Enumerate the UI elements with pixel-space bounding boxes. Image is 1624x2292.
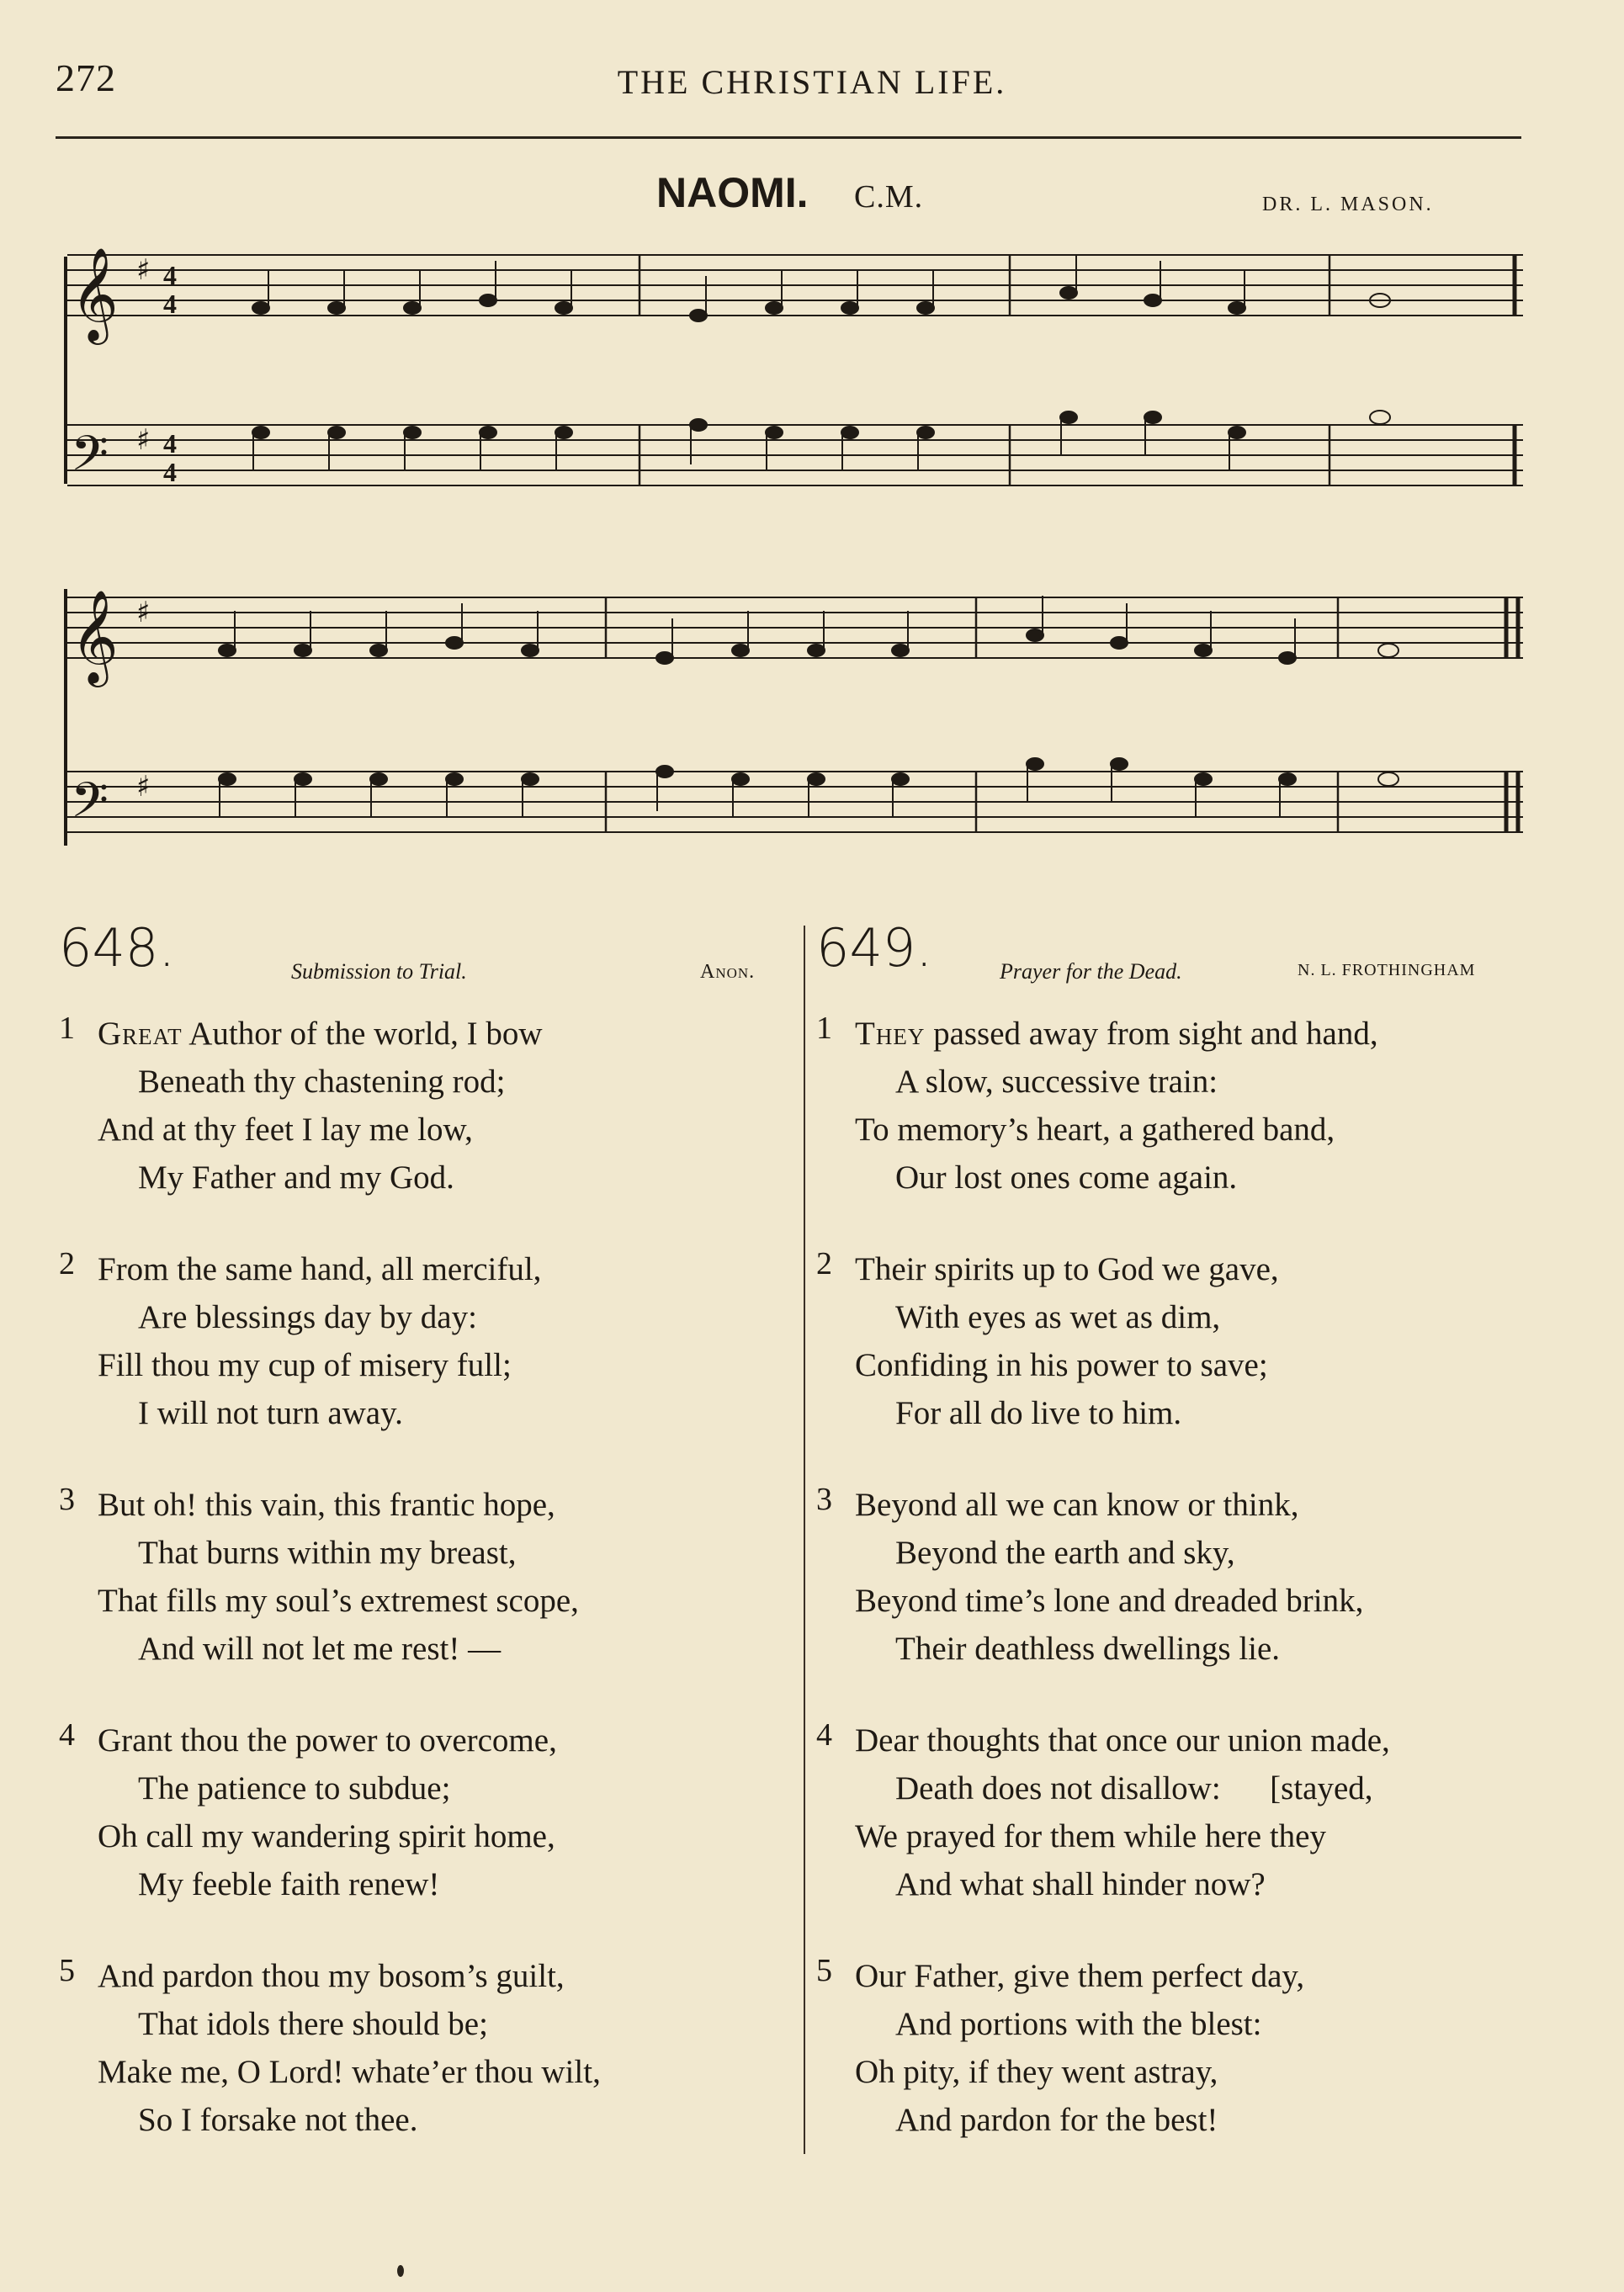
time-signature-top: 4 <box>163 260 177 290</box>
bass-clef-1: 𝄢 <box>71 425 109 494</box>
treble-staff-2 <box>67 597 1523 658</box>
verse-line: That idols there should be; <box>138 2006 488 2042</box>
treble-staff-1 <box>67 255 1523 316</box>
hymn-subject: Prayer for the Dead. <box>1000 959 1182 984</box>
verse-line: Confiding in his power to save; <box>855 1347 1268 1383</box>
verse-line-rest: passed away from sight and hand, <box>925 1016 1378 1052</box>
tune-name: NAOMI. <box>656 169 809 216</box>
stanza-number: 4 <box>816 1717 832 1753</box>
verse-line: And at thy feet I lay me low, <box>98 1112 473 1148</box>
running-title: THE CHRISTIAN LIFE. <box>617 63 1007 101</box>
page-speck <box>397 2265 404 2277</box>
stanza-number: 3 <box>59 1482 75 1517</box>
column-divider <box>804 926 805 2154</box>
verse-line: And pardon for the best! <box>895 2102 1218 2138</box>
time-signature-bottom-bass: 4 <box>163 457 177 487</box>
tune-composer: DR. L. MASON. <box>1262 194 1434 215</box>
bass-staff-2 <box>67 772 1523 832</box>
verse-line: Beneath thy chastening rod; <box>138 1064 506 1100</box>
score-system-2 <box>66 589 1523 846</box>
verse-line: Make me, O Lord! whate’er thou wilt, <box>98 2054 601 2090</box>
stanza <box>59 1481 774 1673</box>
score-system-1 <box>66 247 1523 494</box>
stanza-number: 3 <box>816 1482 832 1517</box>
verse-line: Our Father, give them perfect day, <box>855 1958 1305 1994</box>
sharp-2: ♯ <box>136 423 151 457</box>
verse-line: And what shall hinder now? <box>895 1866 1266 1902</box>
sharp-4: ♯ <box>136 770 151 804</box>
verse-line: And portions with the blest: <box>895 2006 1262 2042</box>
verse-line: Fill thou my cup of misery full; <box>98 1347 512 1383</box>
stanza <box>816 1716 1557 1908</box>
stanza <box>816 1245 1557 1437</box>
stanza-number: 2 <box>816 1246 832 1281</box>
verse-line <box>59 1010 774 1058</box>
verse-line: Beyond the earth and sky, <box>895 1535 1235 1571</box>
verse-line: My Father and my God. <box>138 1159 454 1196</box>
treble-notes-2 <box>219 596 1398 664</box>
hymn-author: N. L. FROTHINGHAM <box>1298 961 1476 979</box>
verse-line: For all do live to him. <box>895 1395 1182 1431</box>
stanza-number: 5 <box>816 1953 832 1988</box>
music-score <box>59 227 1540 867</box>
verse-line: With eyes as wet as dim, <box>895 1299 1221 1335</box>
verse-line: But oh! this vain, this frantic hope, <box>98 1487 555 1523</box>
verse-line: And will not let me rest! — <box>138 1631 502 1667</box>
stanza-number: 4 <box>59 1717 75 1753</box>
bass-clef-2: 𝄢 <box>71 772 109 841</box>
stanza-number: 1 <box>816 1011 832 1046</box>
stanza <box>59 1716 774 1908</box>
verse-line-rest: Author of the world, I bow <box>182 1016 543 1052</box>
page-number: 272 <box>56 56 116 99</box>
verse-line: Beyond time’s lone and dreaded brink, <box>855 1583 1364 1619</box>
first-word: Great <box>98 1016 183 1052</box>
verse-line: A slow, successive train: <box>895 1064 1218 1100</box>
treble-notes-1 <box>252 254 1390 321</box>
stanza <box>59 1010 774 1202</box>
stanza <box>816 1952 1557 2144</box>
verse-line: Beyond all we can know or think, <box>855 1487 1299 1523</box>
hymn-number: 648. <box>59 917 176 979</box>
sharp-3: ♯ <box>136 596 151 629</box>
tune-meter: C.M. <box>854 179 924 215</box>
barlines-2 <box>606 597 1518 832</box>
verse-line: And pardon thou my bosom’s guilt, <box>98 1958 565 1994</box>
time-signature-bottom: 4 <box>163 289 177 319</box>
verse-line: We prayed for them while here they <box>855 1818 1326 1854</box>
hymn-heading <box>59 917 774 993</box>
verse-line: Their deathless dwellings lie. <box>895 1631 1281 1667</box>
header-rule <box>56 136 1521 139</box>
verse-line: From the same hand, all merciful, <box>98 1251 542 1287</box>
verse-line <box>816 1010 1557 1058</box>
hymn-648 <box>59 917 774 2188</box>
verse-line: Are blessings day by day: <box>138 1299 477 1335</box>
verse-line: I will not turn away. <box>138 1395 403 1431</box>
bass-notes-2 <box>219 758 1398 818</box>
bass-staff-1 <box>67 425 1523 485</box>
first-word: They <box>855 1016 926 1052</box>
verse-line: Oh call my wandering spirit home, <box>98 1818 555 1854</box>
stanza <box>59 1952 774 2144</box>
verse-line: To memory’s heart, a gathered band, <box>855 1112 1335 1148</box>
verse-line: Our lost ones come again. <box>895 1159 1238 1196</box>
verse-line: Oh pity, if they went astray, <box>855 2054 1218 2090</box>
treble-clef-1: 𝄞 <box>71 247 119 341</box>
verse-line: Their spirits up to God we gave, <box>855 1251 1279 1287</box>
stanza-number: 5 <box>59 1953 75 1988</box>
verse-line: That burns within my breast, <box>138 1535 517 1571</box>
hymn-649 <box>816 917 1557 2188</box>
verse-line: Grant thou the power to overcome, <box>98 1722 557 1759</box>
stanza-number: 1 <box>59 1011 75 1046</box>
verse-line: Death does not disallow: [stayed, <box>895 1770 1373 1807</box>
verse-line: The patience to subdue; <box>138 1770 451 1807</box>
time-signature-top-bass: 4 <box>163 428 177 459</box>
stanza-number: 2 <box>59 1246 75 1281</box>
hymn-heading <box>816 917 1557 993</box>
verse-line: Dear thoughts that once our union made, <box>855 1722 1390 1759</box>
verse-line: So I forsake not thee. <box>138 2102 418 2138</box>
stanza <box>816 1481 1557 1673</box>
sharp-1: ♯ <box>136 253 151 287</box>
treble-clef-2: 𝄞 <box>71 589 119 683</box>
stanza <box>816 1010 1557 1202</box>
hymn-subject: Submission to Trial. <box>291 959 467 984</box>
hymn-number: 649. <box>816 917 933 979</box>
verse-line: That fills my soul’s extremest scope, <box>98 1583 579 1619</box>
verse-line: My feeble faith renew! <box>138 1866 440 1902</box>
stanza <box>59 1245 774 1437</box>
hymn-author: Anon. <box>700 961 756 983</box>
